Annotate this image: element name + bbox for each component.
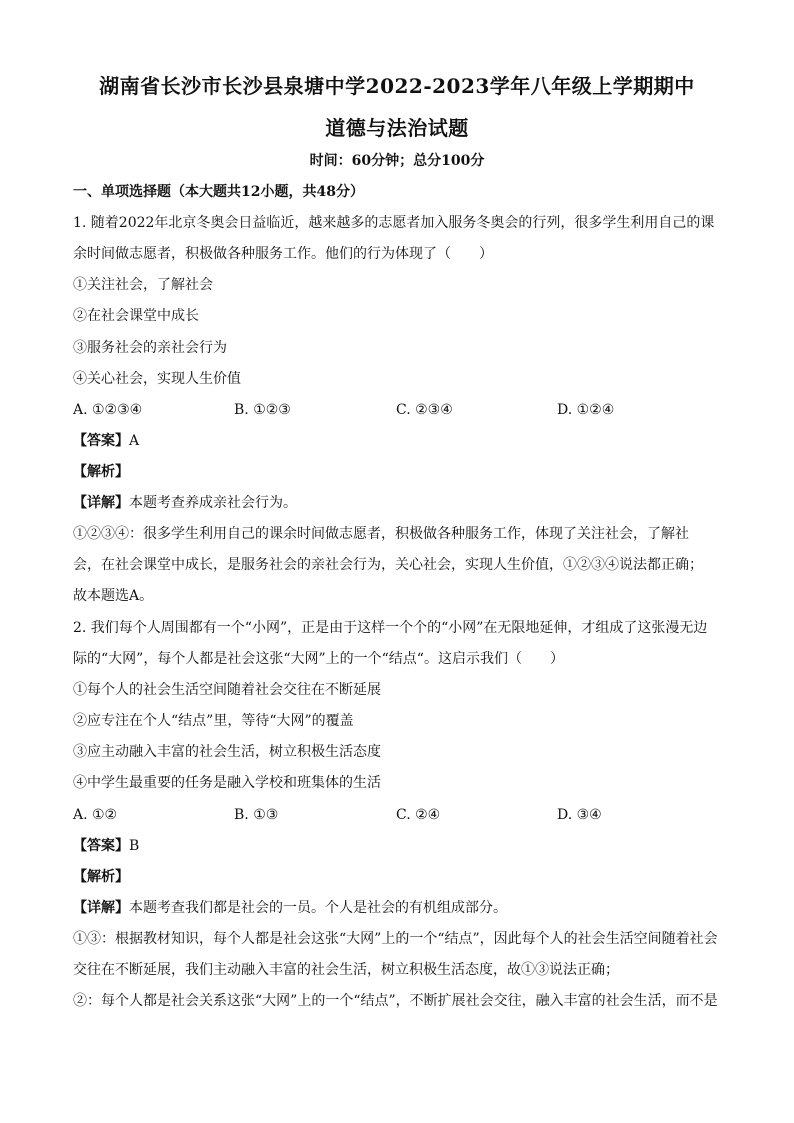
q2-explanation-line3: ②：每个人都是社会关系这张“大网”上的一个“结点”，不断扩展社会交往，融入丰富的社会生活，而不是 — [73, 993, 718, 1009]
q2-option-d: D. ③④ — [557, 807, 602, 823]
q1-option-b: B. ①②③ — [234, 402, 291, 418]
q1-statement-3: ③服务社会的亲社会行为 — [73, 340, 227, 356]
section-heading: 一、单项选择题（本大题共12小题，共48分） — [73, 184, 364, 200]
q1-stem-line1: 1. 随着2022年北京冬奥会日益临近，越来越多的志愿者加入服务冬奥会的行列，很多学生利用自己的课 — [73, 215, 715, 231]
q2-option-c: C. ②④ — [396, 807, 441, 823]
q1-option-d: D. ①②④ — [557, 402, 615, 418]
q1-statement-2: ②在社会课堂中成长 — [73, 308, 199, 324]
q1-stem-line2: 余时间做志愿者，积极做各种服务工作。他们的行为体现了（ ） — [73, 246, 493, 262]
q2-stem-line1: 2. 我们每个人周围都有一个“小网”，正是由于这样一个个的“小网”在无限地延伸，才组成了这张漫无边 — [73, 620, 708, 636]
q2-statement-2: ②应专注在个人“结点”里，等待“大网”的覆盖 — [73, 713, 354, 729]
q2-detail-intro: 本题考查我们都是社会的一员。个人是社会的有机组成部分。 — [129, 900, 507, 916]
q1-explanation-line2: 会，在社会课堂中成长，是服务社会的亲社会行为，关心社会，实现人生价值，①②③④说法都正确； — [73, 557, 703, 573]
q1-option-c: C. ②③④ — [396, 402, 453, 418]
q2-explanation-line1: ①③：根据教材知识，每个人都是社会这张“大网”上的一个“结点”，因此每个人的社会生活空间随着社会 — [73, 931, 718, 947]
q1-explanation-line1: ①②③④：很多学生利用自己的课余时间做志愿者，积极做各种服务工作，体现了关注社会，了解社 — [73, 526, 689, 542]
q2-statement-4: ④中学生最重要的任务是融入学校和班集体的生活 — [73, 775, 381, 791]
q1-detail-label: 【详解】 — [73, 495, 129, 511]
q2-answer — [73, 836, 728, 856]
q2-statement-1: ①每个人的社会生活空间随着社会交往在不断延展 — [73, 682, 381, 698]
q1-answer-label: 【答案】 — [73, 433, 129, 449]
doc-subtitle: 时间：60分钟；总分100分 — [309, 153, 485, 169]
q1-analysis-label: 【解析】 — [73, 464, 129, 480]
q2-detail — [73, 898, 728, 918]
q1-statement-4: ④关心社会，实现人生价值 — [73, 371, 241, 387]
q1-answer — [73, 431, 728, 451]
q1-detail-intro: 本题考查养成亲社会行为。 — [129, 495, 297, 511]
q1-option-a: A. ①②③④ — [73, 402, 143, 418]
doc-title-line1: 湖南省长沙市长沙县泉塘中学2022-2023学年八年级上学期期中 — [99, 74, 695, 98]
q2-option-a: A. ①② — [73, 807, 118, 823]
q2-answer-label: 【答案】 — [73, 838, 129, 854]
q1-answer-value: A — [129, 433, 140, 449]
q2-explanation-line2: 交往在不断延展，我们主动融入丰富的社会生活，树立积极生活态度，故①③说法正确； — [73, 962, 619, 978]
q1-explanation-line3: 故本题选A。 — [73, 588, 154, 604]
q2-analysis-label: 【解析】 — [73, 869, 129, 885]
q2-option-b: B. ①③ — [234, 807, 279, 823]
q1-detail — [73, 493, 728, 513]
q2-statement-3: ③应主动融入丰富的社会生活，树立积极生活态度 — [73, 744, 381, 760]
q2-stem-line2: 际的“大网”，每个人都是社会这张“大网”上的一个“结点“。这启示我们（ ） — [73, 651, 564, 667]
q1-statement-1: ①关注社会，了解社会 — [73, 277, 213, 293]
q2-answer-value: B — [129, 838, 140, 854]
q2-detail-label: 【详解】 — [73, 900, 129, 916]
doc-title-line2: 道德与法治试题 — [325, 116, 469, 140]
